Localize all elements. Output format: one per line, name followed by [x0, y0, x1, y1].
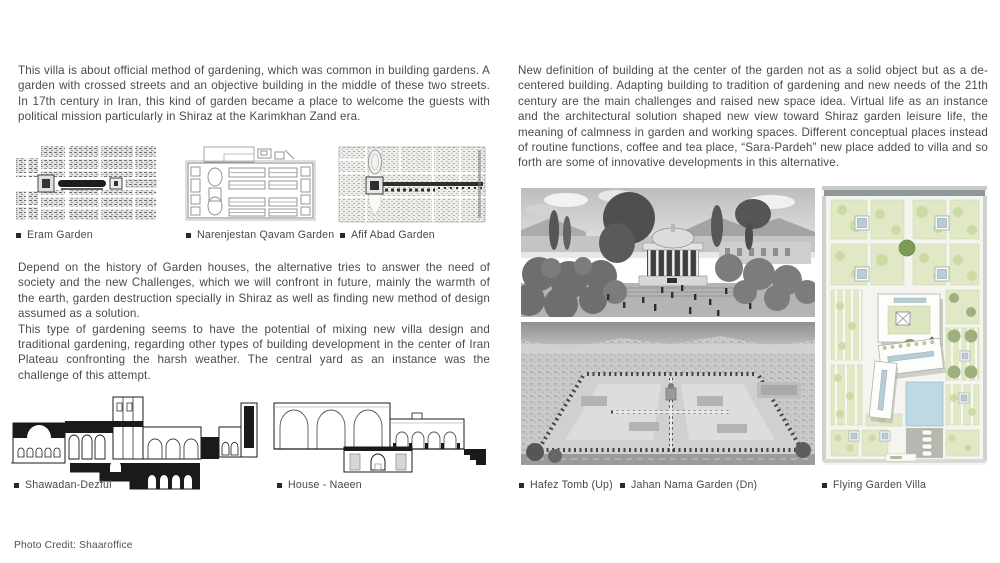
square-bullet-icon	[822, 483, 827, 488]
jahan-nama-garden-photo	[521, 322, 815, 465]
caption-label: House - Naeen	[288, 479, 362, 491]
hafez-tomb-photo	[521, 188, 815, 317]
square-bullet-icon	[340, 233, 345, 238]
caption-label: Narenjestan Qavam Garden	[197, 229, 335, 241]
jahan-nama-garden-photo-figure	[521, 322, 815, 465]
left-paragraph-1	[18, 63, 490, 125]
caption-label: Jahan Nama Garden (Dn)	[631, 479, 758, 491]
caption-label: Afif Abad Garden	[351, 229, 435, 241]
paragraph-text: This type of gardening seems to have the potential of mixing new villa design and traditional gardening, regarding other types of building development in the center of Iran Plateau confronting the harsh weather. The central yard as an instance was the challenge of this attempt.	[18, 322, 490, 382]
narenjestan-garden-plan-figure	[184, 146, 318, 223]
afif-abad-garden-plan-drawing	[338, 146, 486, 223]
caption-jahan-nama-garden	[620, 479, 757, 491]
caption-hafez-tomb	[519, 479, 613, 491]
square-bullet-icon	[186, 233, 191, 238]
caption-label: Hafez Tomb (Up)	[530, 479, 613, 491]
house-naeen-section-figure	[272, 399, 487, 475]
caption-afif-abad-garden	[340, 229, 435, 241]
caption-house-naeen	[277, 479, 362, 491]
square-bullet-icon	[519, 483, 524, 488]
paragraph-text: New definition of building at the center of the garden not as a solid object but as a de-centered building. Adapting building to tradition of gardening and new needs of the 21th century are the main challenges and raised new space idea. Virtual life as an instance and the architectural solution shaped new view toward Shiraz garden leisure life, the meaning of calmness in garden and working spaces. Different conceptual places instead of routine functions, coffee and tea place, “Sara-Pardeh” new place added to villa and so forth are some of innovative developments in this alternative.	[518, 64, 988, 170]
eram-garden-plan-drawing	[14, 144, 158, 224]
caption-narenjestan-garden	[186, 229, 334, 241]
flying-garden-villa-plan-figure	[822, 186, 987, 465]
right-paragraph-1	[518, 63, 988, 171]
caption-flying-garden-villa	[822, 479, 926, 491]
afif-abad-garden-plan-figure	[338, 146, 486, 223]
paragraph-text: This villa is about official method of gardening, which was common in building gardens. A garden with crossed streets and an objective building in the middle of these two streets. In 17th century in Iran, this kind of garden became a place to welcome the guests with political mission particularly in Shiraz at the Karimkhan Zand era.	[18, 64, 490, 124]
caption-label: Shawadan-Dezful	[25, 479, 112, 491]
hafez-tomb-photo-figure	[521, 188, 815, 317]
left-paragraph-2	[18, 260, 490, 383]
caption-eram-garden	[16, 229, 93, 241]
paragraph-text: Depend on the history of Garden houses, the alternative tries to answer the need of society and the new Challenges, which we will confront in future, mainly the warmth of the earth, garden destruction specially in Shiraz as well as finding new method of design assumed as a solution.	[18, 261, 490, 321]
narenjestan-garden-plan-drawing	[184, 146, 318, 223]
photo-credit: Photo Credit: Shaaroffice	[14, 540, 133, 551]
square-bullet-icon	[620, 483, 625, 488]
square-bullet-icon	[277, 483, 282, 488]
flying-garden-villa-plan	[822, 186, 987, 465]
square-bullet-icon	[14, 483, 19, 488]
square-bullet-icon	[16, 233, 21, 238]
caption-label: Eram Garden	[27, 229, 93, 241]
house-naeen-section-drawing	[272, 399, 487, 475]
caption-shawadan-dezful	[14, 479, 112, 491]
caption-label: Flying Garden Villa	[833, 479, 927, 491]
eram-garden-plan-figure	[14, 144, 158, 224]
